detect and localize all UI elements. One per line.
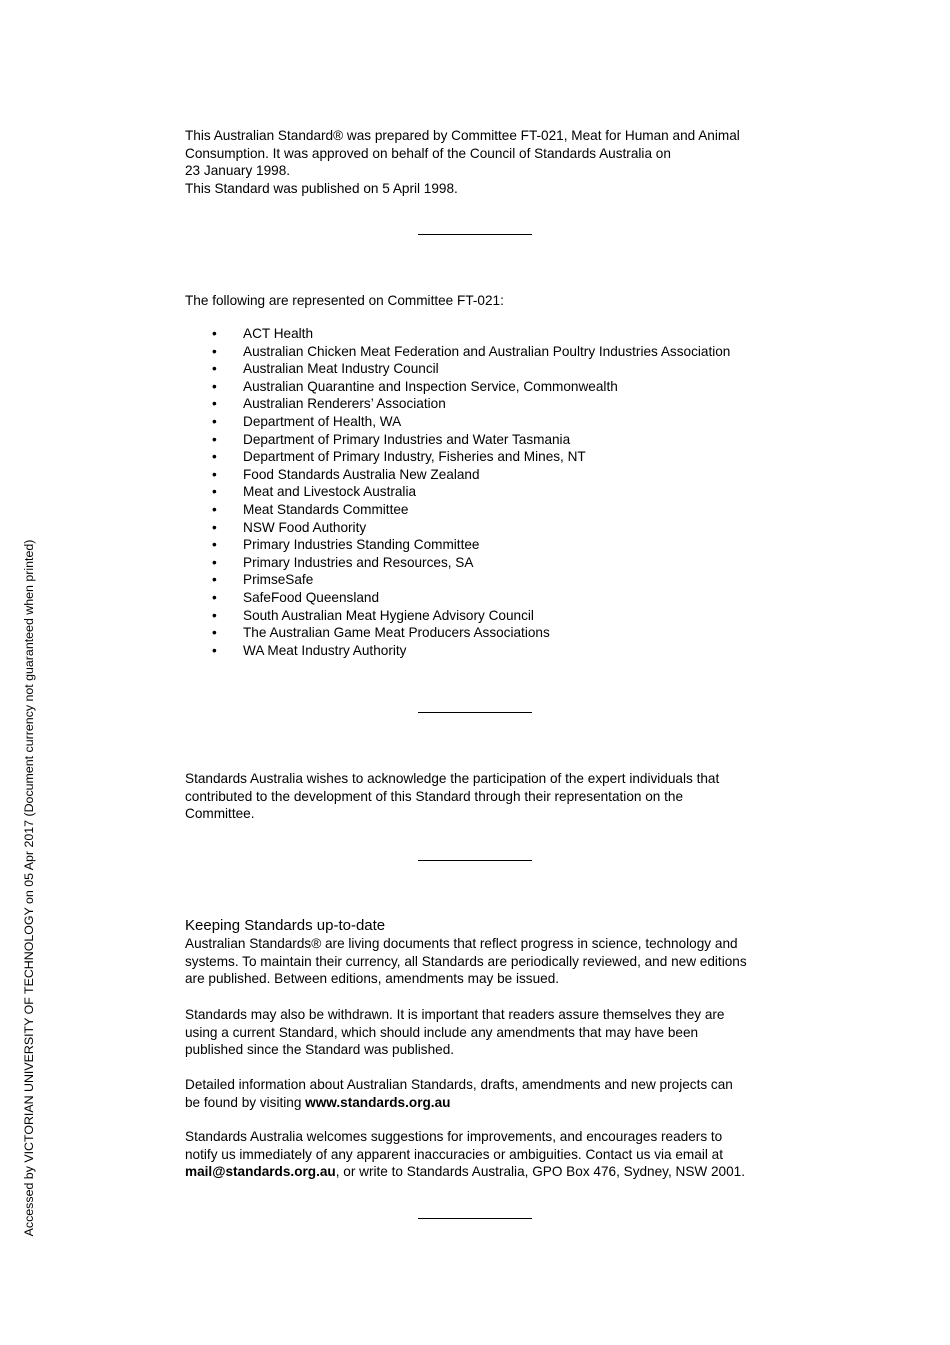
bullet-icon: • bbox=[212, 519, 217, 535]
paragraph-line: Australian Standards® are living documents that reflect progress in science, technology and bbox=[185, 936, 738, 951]
email-link[interactable]: mail@standards.org.au bbox=[185, 1164, 336, 1180]
bullet-icon: • bbox=[212, 326, 217, 341]
committee-lead bbox=[185, 292, 775, 310]
committee-member-name: Primary Industries and Resources, SA bbox=[243, 554, 474, 570]
bullet-icon: • bbox=[212, 431, 217, 447]
committee-member-name: PrimseSafe bbox=[243, 572, 314, 588]
bullet-icon: • bbox=[212, 642, 217, 658]
committee-member-item bbox=[185, 431, 785, 449]
bullet-icon: • bbox=[212, 449, 217, 465]
paragraph-line bbox=[185, 1094, 775, 1112]
committee-member-item bbox=[185, 536, 785, 554]
intro-line: This Australian Standard® was prepared by Committee FT-021, Meat for Human and Animal bbox=[185, 128, 740, 143]
paragraph-line: Standards may also be withdrawn. It is important that readers assure themselves they are bbox=[185, 1007, 725, 1022]
committee-member-item bbox=[185, 607, 785, 625]
acknowledgement-line: Standards Australia wishes to acknowledge the participation of the expert individuals that bbox=[185, 771, 720, 786]
intro-line: This Standard was published on 5 April 1998. bbox=[185, 180, 458, 196]
committee-member-item bbox=[185, 483, 785, 501]
bullet-icon: • bbox=[212, 378, 217, 394]
committee-member-name: The Australian Game Meat Producers Associations bbox=[243, 625, 550, 641]
paragraph-line: are published. Between editions, amendments may be issued. bbox=[185, 971, 560, 987]
bullet-icon: • bbox=[212, 396, 217, 412]
committee-member-item bbox=[185, 519, 785, 537]
committee-member-list bbox=[185, 325, 785, 659]
withdrawn-paragraph bbox=[185, 1006, 775, 1059]
paragraph-line bbox=[185, 1163, 775, 1181]
committee-member-item bbox=[185, 501, 785, 519]
bullet-icon: • bbox=[212, 572, 217, 588]
committee-member-name: Meat Standards Committee bbox=[243, 501, 409, 517]
committee-member-name: Meat and Livestock Australia bbox=[243, 484, 417, 500]
committee-member-item bbox=[185, 360, 785, 378]
committee-member-name: WA Meat Industry Authority bbox=[243, 642, 407, 658]
committee-member-name: Department of Primary Industries and Water Tasmania bbox=[243, 431, 571, 447]
committee-member-item bbox=[185, 413, 785, 431]
paragraph-text: , or write to Standards Australia, GPO Box 476, Sydney, NSW 2001. bbox=[335, 1164, 746, 1180]
bullet-icon: • bbox=[212, 343, 217, 359]
acknowledgement-line: contributed to the development of this Standard through their representation on the bbox=[185, 788, 684, 804]
committee-member-item bbox=[185, 378, 785, 396]
committee-member-name: ACT Health bbox=[243, 326, 314, 341]
committee-member-item bbox=[185, 642, 785, 660]
committee-member-name: Primary Industries Standing Committee bbox=[243, 537, 480, 553]
bullet-icon: • bbox=[212, 466, 217, 482]
committee-member-item bbox=[185, 589, 785, 607]
section-divider bbox=[418, 234, 532, 235]
committee-member-name: Australian Quarantine and Inspection Service, Commonwealth bbox=[243, 378, 618, 394]
intro-line: 23 January 1998. bbox=[185, 163, 291, 179]
committee-member-item bbox=[185, 624, 785, 642]
section-divider bbox=[418, 712, 532, 713]
paragraph-line: notify us immediately of any apparent inaccuracies or ambiguities. Contact us via email at bbox=[185, 1146, 723, 1162]
paragraph-line: systems. To maintain their currency, all Standards are periodically reviewed, and new editions bbox=[185, 953, 747, 969]
access-watermark: Accessed by VICTORIAN UNIVERSITY OF TECHNOLOGY on 05 Apr 2017 (Document currency not guaranteed when printed) bbox=[22, 539, 36, 1237]
bullet-icon: • bbox=[212, 501, 217, 517]
paragraph-line: Standards Australia welcomes suggestions for improvements, and encourages readers to bbox=[185, 1129, 723, 1144]
section-divider bbox=[418, 860, 532, 861]
bullet-icon: • bbox=[212, 589, 217, 605]
website-link[interactable]: www.standards.org.au bbox=[305, 1094, 451, 1110]
section-divider bbox=[418, 1218, 532, 1219]
paragraph-line: using a current Standard, which should include any amendments that may have been bbox=[185, 1024, 699, 1040]
paragraph-text: be found by visiting bbox=[185, 1094, 306, 1110]
committee-member-item bbox=[185, 343, 785, 361]
bullet-icon: • bbox=[212, 413, 217, 429]
committee-member-name: Australian Renderers’ Association bbox=[243, 396, 446, 412]
bullet-icon: • bbox=[212, 361, 217, 377]
contact-paragraph bbox=[185, 1128, 775, 1181]
committee-member-item bbox=[185, 571, 785, 589]
committee-member-name: Department of Health, WA bbox=[243, 413, 402, 429]
acknowledgement-block bbox=[185, 770, 775, 823]
section-heading: Keeping Standards up-to-date bbox=[185, 917, 386, 934]
paragraph-line: Detailed information about Australian Standards, drafts, amendments and new projects can bbox=[185, 1077, 733, 1092]
committee-member-item bbox=[185, 325, 785, 343]
committee-member-item bbox=[185, 395, 785, 413]
intro-line: Consumption. It was approved on behalf of the Council of Standards Australia on bbox=[185, 145, 671, 161]
website-paragraph bbox=[185, 1076, 775, 1111]
bullet-icon: • bbox=[212, 607, 217, 623]
committee-member-name: Food Standards Australia New Zealand bbox=[243, 466, 480, 482]
committee-member-name: Australian Meat Industry Council bbox=[243, 361, 439, 377]
acknowledgement-line: Committee. bbox=[185, 806, 255, 822]
committee-member-item bbox=[185, 448, 785, 466]
committee-member-item bbox=[185, 466, 785, 484]
committee-member-item bbox=[185, 554, 785, 572]
intro-block bbox=[185, 127, 775, 197]
bullet-icon: • bbox=[212, 554, 217, 570]
committee-member-name: South Australian Meat Hygiene Advisory Council bbox=[243, 607, 534, 623]
paragraph-line: published since the Standard was published. bbox=[185, 1042, 455, 1058]
bullet-icon: • bbox=[212, 537, 217, 553]
bullet-icon: • bbox=[212, 625, 217, 641]
keeping-up-to-date-section bbox=[185, 917, 775, 988]
bullet-icon: • bbox=[212, 484, 217, 500]
committee-member-name: Australian Chicken Meat Federation and Australian Poultry Industries Association bbox=[243, 343, 731, 359]
committee-lead-text: The following are represented on Committee FT-021: bbox=[185, 293, 504, 308]
committee-member-name: NSW Food Authority bbox=[243, 519, 367, 535]
committee-member-name: SafeFood Queensland bbox=[243, 589, 380, 605]
committee-member-name: Department of Primary Industry, Fisheries and Mines, NT bbox=[243, 449, 586, 465]
